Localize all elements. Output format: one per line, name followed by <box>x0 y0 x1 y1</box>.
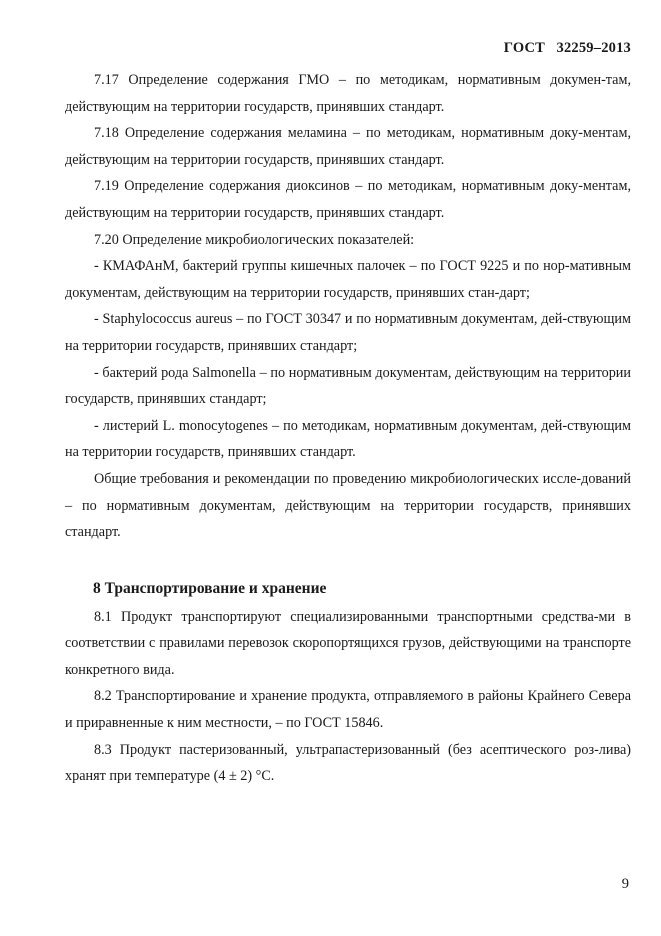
list-item-staphylococcus: - Staphylococcus aureus – по ГОСТ 30347 и по нормативным документам, дей-ствующим на территории государств, принявших стандарт; <box>65 311 631 354</box>
paragraph-7-18: 7.18 Определение содержания меламина – по методикам, нормативным доку-ментам, действующим на территории государств, принявших стандарт. <box>65 125 631 168</box>
paragraph-general-requirements: Общие требования и рекомендации по проведению микробиологических иссле-дований – по нормативным документам, действующим на территории государств, принявших стандарт. <box>65 470 631 541</box>
paragraph-8-2: 8.2 Транспортирование и хранение продукта, отправляемого в районы Крайнего Севера и приравненные к ним местности, – по ГОСТ 15846. <box>65 688 631 732</box>
section-8-heading: 8 Транспортирование и хранение <box>93 579 327 597</box>
paragraph-8-1: 8.1 Продукт транспортируют специализированными транспортными средства-ми в соответствии с правилами перевозок скоропортящихся грузов, действующими на транспорте конкретного вида. <box>65 608 631 678</box>
document-body <box>65 67 631 790</box>
list-item-kmafanm: - КМАФАнМ, бактерий группы кишечных палочек – по ГОСТ 9225 и по нор-мативным документам, действующим на территории государств, принявших стан-дарт; <box>65 258 631 301</box>
list-item-salmonella: - бактерий рода Salmonella – по нормативным документам, действующим на территории государств, принявших стандарт; <box>65 364 631 408</box>
list-item-listeria: - листерий L. monocytogenes – по методикам, нормативным документам, дей-ствующим на территории государств, принявших стандарт. <box>65 417 631 461</box>
paragraph-7-17: 7.17 Определение содержания ГМО – по методикам, нормативным докумен-там, действующим на территории государств, принявших стандарт. <box>65 72 631 115</box>
paragraph-7-19: 7.19 Определение содержания диоксинов – по методикам, нормативным доку-ментам, действующим на территории государств, принявших стандарт. <box>65 178 631 221</box>
paragraph-7-20: 7.20 Определение микробиологических показателей: <box>94 231 415 248</box>
page-number: 9 <box>621 876 629 892</box>
standard-header: ГОСТ 32259–2013 <box>503 40 631 56</box>
paragraph-8-3: 8.3 Продукт пастеризованный, ультрапастеризованный (без асептического роз-лива) хранят при температуре (4 ± 2) °С. <box>65 741 631 785</box>
